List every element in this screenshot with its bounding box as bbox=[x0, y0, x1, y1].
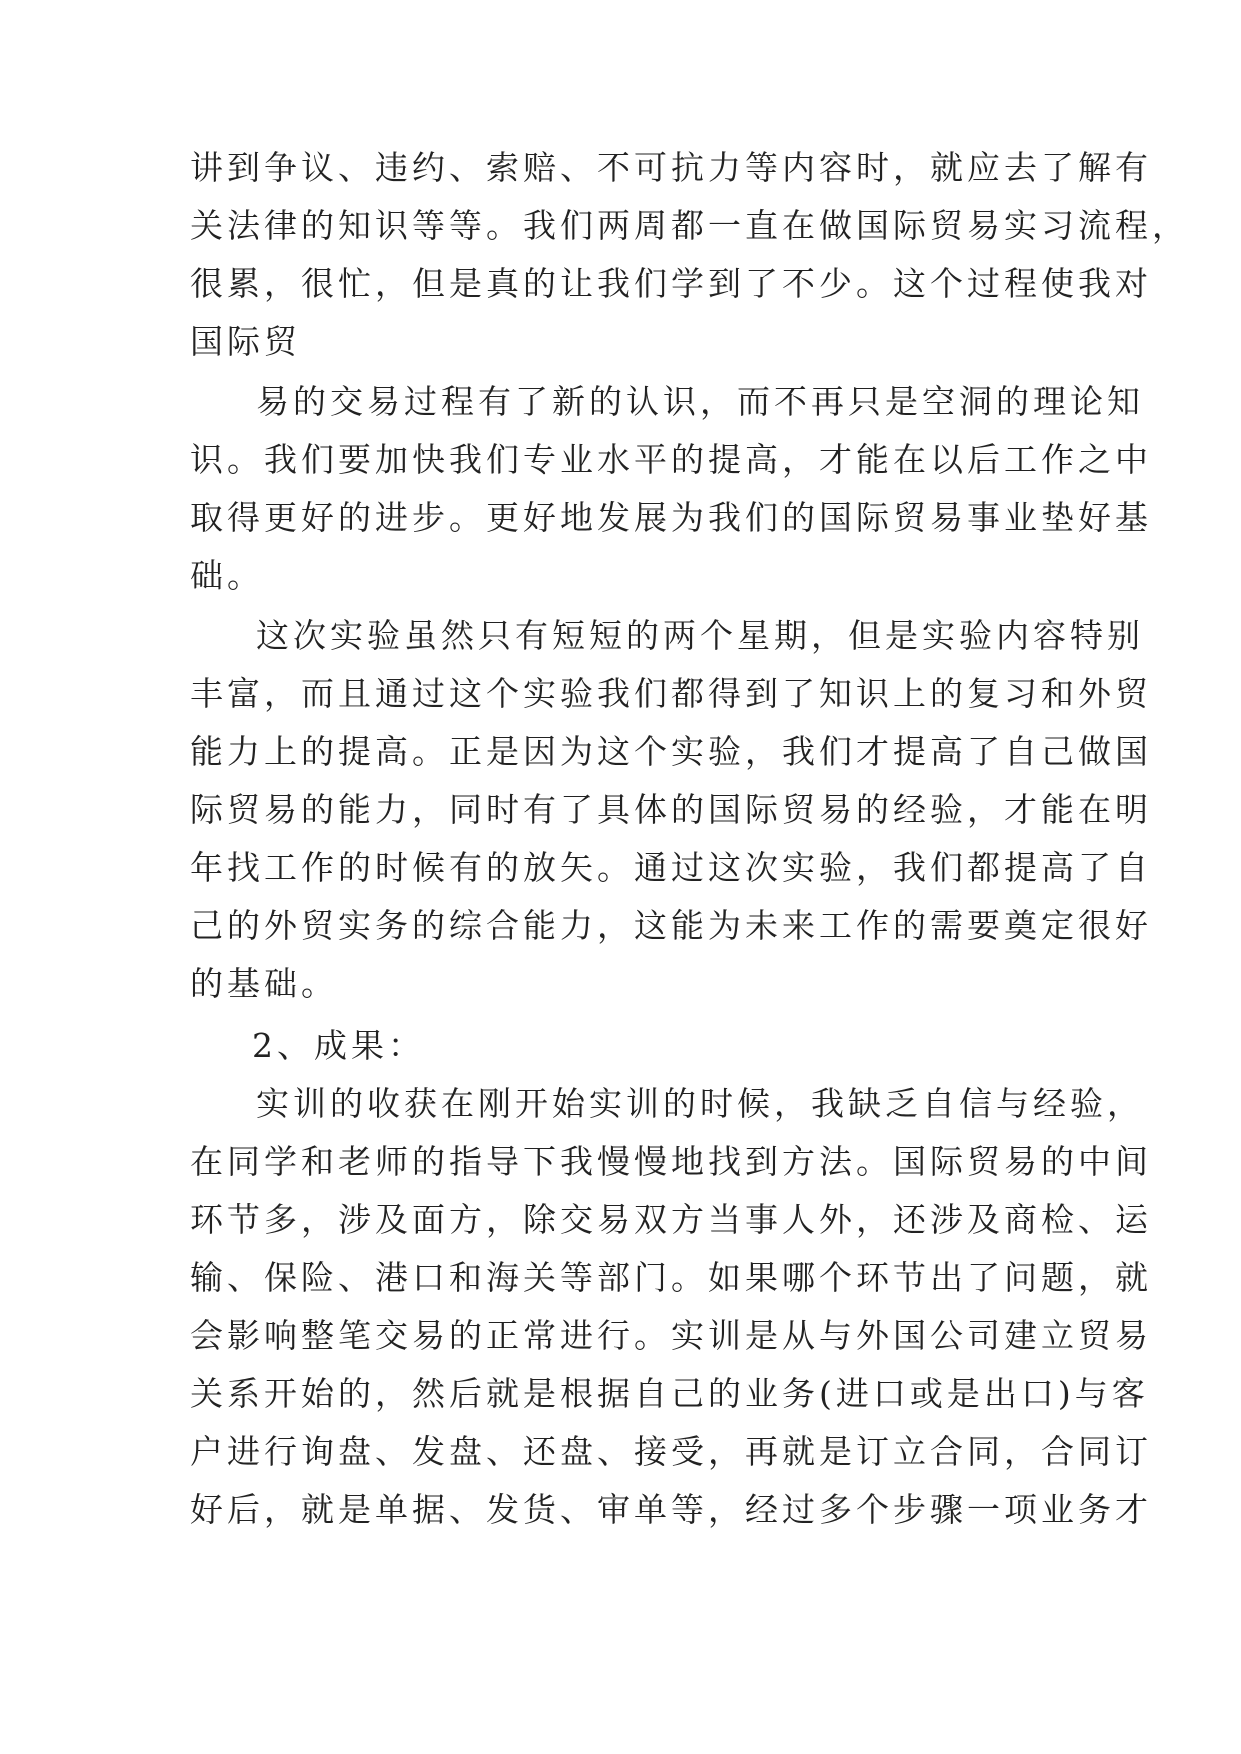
text-line: 户进行询盘、发盘、还盘、接受，再就是订立合同，合同订 bbox=[190, 1432, 1152, 1471]
text-line: 在同学和老师的指导下我慢慢地找到方法。国际贸易的中间 bbox=[190, 1142, 1152, 1181]
text-line: 这次实验虽然只有短短的两个星期，但是实验内容特别 bbox=[256, 616, 1144, 655]
text-line: 好后，就是单据、发货、审单等，经过多个步骤一项业务才 bbox=[190, 1490, 1152, 1529]
text-line: 实训的收获在刚开始实训的时候，我缺乏自信与经验， bbox=[256, 1084, 1144, 1123]
text-line: 很累，很忙，但是真的让我们学到了不少。这个过程使我对 bbox=[190, 264, 1152, 303]
text-line: 国际贸 bbox=[190, 322, 301, 361]
text-line: 识。我们要加快我们专业水平的提高，才能在以后工作之中 bbox=[190, 440, 1152, 479]
text-line: 输、保险、港口和海关等部门。如果哪个环节出了问题，就 bbox=[190, 1258, 1152, 1297]
section-heading: 2、成果： bbox=[252, 1026, 425, 1065]
text-line: 环节多，涉及面方，除交易双方当事人外，还涉及商检、运 bbox=[190, 1200, 1152, 1239]
text-line: 讲到争议、违约、索赔、不可抗力等内容时，就应去了解有 bbox=[190, 148, 1152, 187]
text-line: 取得更好的进步。更好地发展为我们的国际贸易事业垫好基 bbox=[190, 498, 1152, 537]
text-line: 关法律的知识等等。我们两周都一直在做国际贸易实习流程， bbox=[190, 206, 1189, 245]
text-line: 会影响整笔交易的正常进行。实训是从与外国公司建立贸易 bbox=[190, 1316, 1152, 1355]
text-line: 际贸易的能力，同时有了具体的国际贸易的经验，才能在明 bbox=[190, 790, 1152, 829]
text-line: 丰富，而且通过这个实验我们都得到了知识上的复习和外贸 bbox=[190, 674, 1152, 713]
text-line: 的基础。 bbox=[190, 964, 338, 1003]
text-line: 能力上的提高。正是因为这个实验，我们才提高了自己做国 bbox=[190, 732, 1152, 771]
text-line: 易的交易过程有了新的认识，而不再只是空洞的理论知 bbox=[256, 382, 1144, 421]
text-line: 关系开始的，然后就是根据自己的业务(进口或是出口)与客 bbox=[190, 1374, 1149, 1413]
text-line: 年找工作的时候有的放矢。通过这次实验，我们都提高了自 bbox=[190, 848, 1152, 887]
text-line: 础。 bbox=[190, 556, 264, 595]
text-line: 己的外贸实务的综合能力，这能为未来工作的需要奠定很好 bbox=[190, 906, 1152, 945]
